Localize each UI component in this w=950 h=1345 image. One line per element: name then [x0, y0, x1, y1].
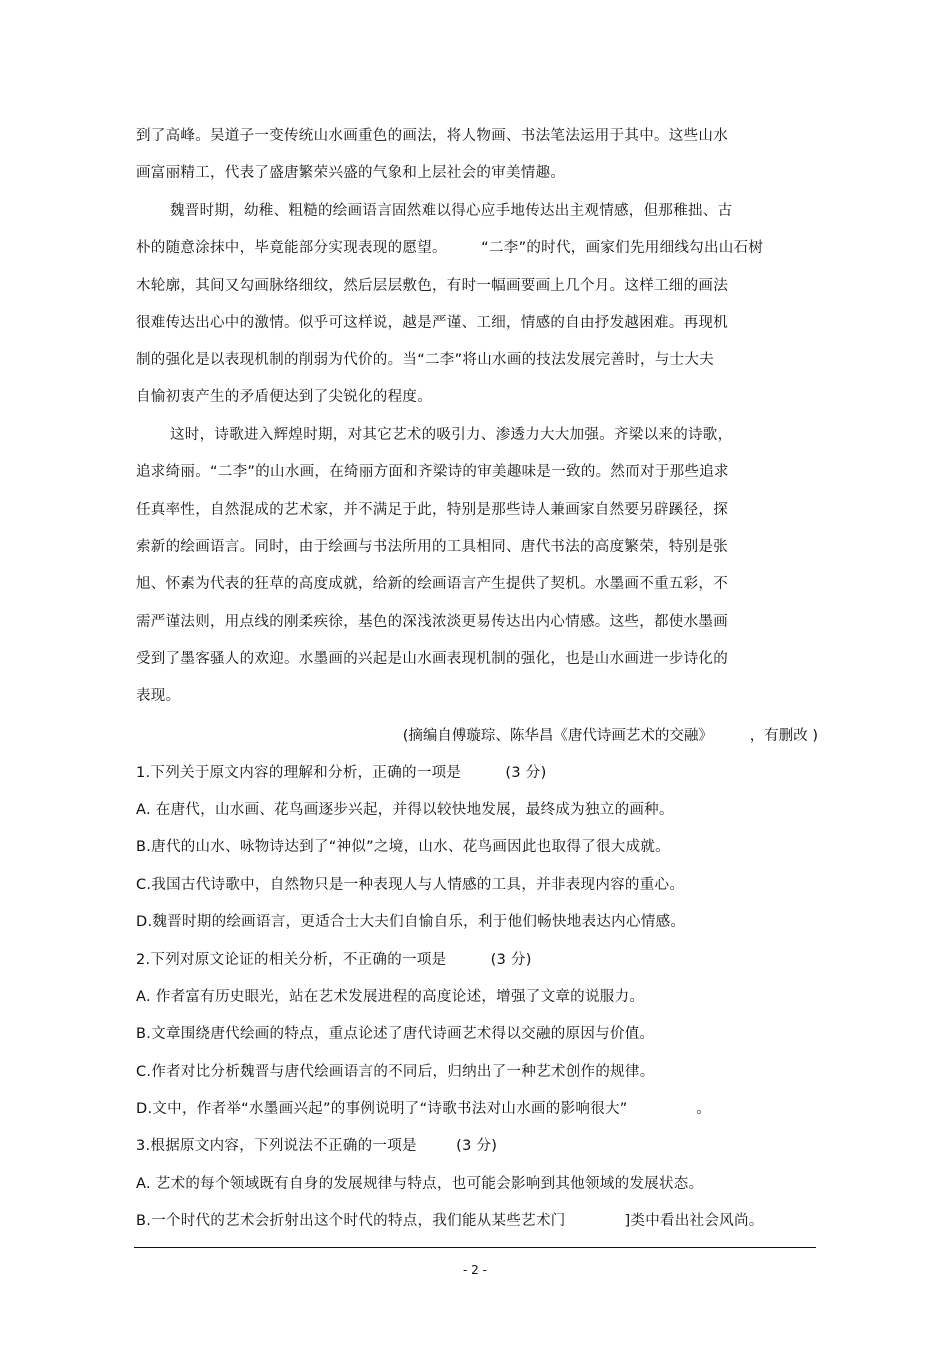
paragraph-2-line-1: 魏晋时期，幼稚、粗糙的绘画语言固然难以得心应手地传达出主观情感，但那稚拙、古 [170, 203, 733, 219]
paragraph-2-line-2: 朴的随意涂抹中，毕竟能部分实现表现的愿望。 “二李”的时代，画家们先用细线勾出山石树 [136, 240, 764, 256]
question-1-option-c: C.我国古代诗歌中，自然物只是一种表现人与人情感的工具，并非表现内容的重心。 [136, 877, 685, 893]
paragraph-2-line-5: 制的强化是以表现机制的削弱为代价的。当“二李”将山水画的技法发展完善时，与士大夫 [136, 352, 715, 368]
question-2-option-c: C.作者对比分析魏晋与唐代绘画语言的不同后，归纳出了一种艺术创作的规律。 [136, 1064, 655, 1080]
question-2-stem: 2.下列对原文论证的相关分析，不正确的一项是 (3 分) [136, 952, 532, 968]
question-2-option-d: D.文中，作者举“水墨画兴起”的事例说明了“诗歌书法对山水画的影响很大” 。 [136, 1101, 712, 1117]
paragraph-2-line-6: 自愉初衷产生的矛盾便达到了尖锐化的程度。 [136, 389, 432, 405]
paragraph-3-line-8: 表现。 [136, 688, 181, 704]
paragraph-3-line-3: 任真率性，自然混成的艺术家，并不满足于此，特别是那些诗人兼画家自然要另辟蹊径，探 [136, 502, 728, 518]
paragraph-3-line-5: 旭、怀素为代表的狂草的高度成就，给新的绘画语言产生提供了契机。水墨画不重五彩，不 [136, 576, 728, 592]
footer-divider [134, 1247, 816, 1248]
paragraph-3-line-7: 受到了墨客骚人的欢迎。水墨画的兴起是山水画表现机制的强化，也是山水画进一步诗化的 [136, 651, 728, 667]
paragraph-1-line-1: 到了高峰。吴道子一变传统山水画重色的画法，将人物画、书法笔法运用于其中。这些山水 [136, 128, 728, 144]
question-1-option-d: D.魏晋时期的绘画语言，更适合士大夫们自愉自乐，利于他们畅快地表达内心情感。 [136, 914, 686, 930]
paragraph-3-line-2: 追求绮丽。“二李”的山水画，在绮丽方面和齐梁诗的审美趣味是一致的。然而对于那些追求 [136, 464, 729, 480]
paragraph-2-line-3: 木轮廓，其间又勾画脉络细纹，然后层层敷色，有时一幅画要画上几个月。这样工细的画法 [136, 278, 728, 294]
question-2-option-b: B.文章围绕唐代绘画的特点，重点论述了唐代诗画艺术得以交融的原因与价值。 [136, 1026, 655, 1042]
question-3-option-b: B.一个时代的艺术会折射出这个时代的特点，我们能从某些艺术门 ]类中看出社会风尚。 [136, 1213, 764, 1229]
source-citation: (摘编自傅璇琮、陈华昌《唐代诗画艺术的交融》 ，有删改 ) [402, 728, 818, 744]
paragraph-2-line-4: 很难传达出心中的激情。似乎可这样说，越是严谨、工细，情感的自由抒发越困难。再现机 [136, 315, 728, 331]
paragraph-3-line-1: 这时，诗歌进入辉煌时期，对其它艺术的吸引力、渗透力大大加强。齐梁以来的诗歌， [170, 427, 733, 443]
paragraph-1-line-2: 画富丽精工，代表了盛唐繁荣兴盛的气象和上层社会的审美情趣。 [136, 165, 566, 181]
page-number: - 2 - [463, 1263, 487, 1277]
question-1-stem: 1.下列关于原文内容的理解和分析，正确的一项是 (3 分) [136, 765, 547, 781]
question-1-option-b: B.唐代的山水、咏物诗达到了“神似”之境，山水、花鸟画因此也取得了很大成就。 [136, 839, 670, 855]
question-3-option-a: A. 艺术的每个领域既有自身的发展规律与特点，也可能会影响到其他领域的发展状态。 [136, 1176, 704, 1192]
paragraph-3-line-4: 索新的绘画语言。同时，由于绘画与书法所用的工具相同、唐代书法的高度繁荣，特别是张 [136, 539, 728, 555]
question-2-option-a: A. 作者富有历史眼光，站在艺术发展进程的高度论述，增强了文章的说服力。 [136, 989, 645, 1005]
paragraph-3-line-6: 需严谨法则，用点线的刚柔疾徐，基色的深浅浓淡更易传达出内心情感。这些，都使水墨画 [136, 614, 728, 630]
question-3-stem: 3.根据原文内容，下列说法不正确的一项是 (3 分) [136, 1138, 498, 1154]
question-1-option-a: A. 在唐代，山水画、花鸟画逐步兴起，并得以较快地发展，最终成为独立的画种。 [136, 802, 674, 818]
